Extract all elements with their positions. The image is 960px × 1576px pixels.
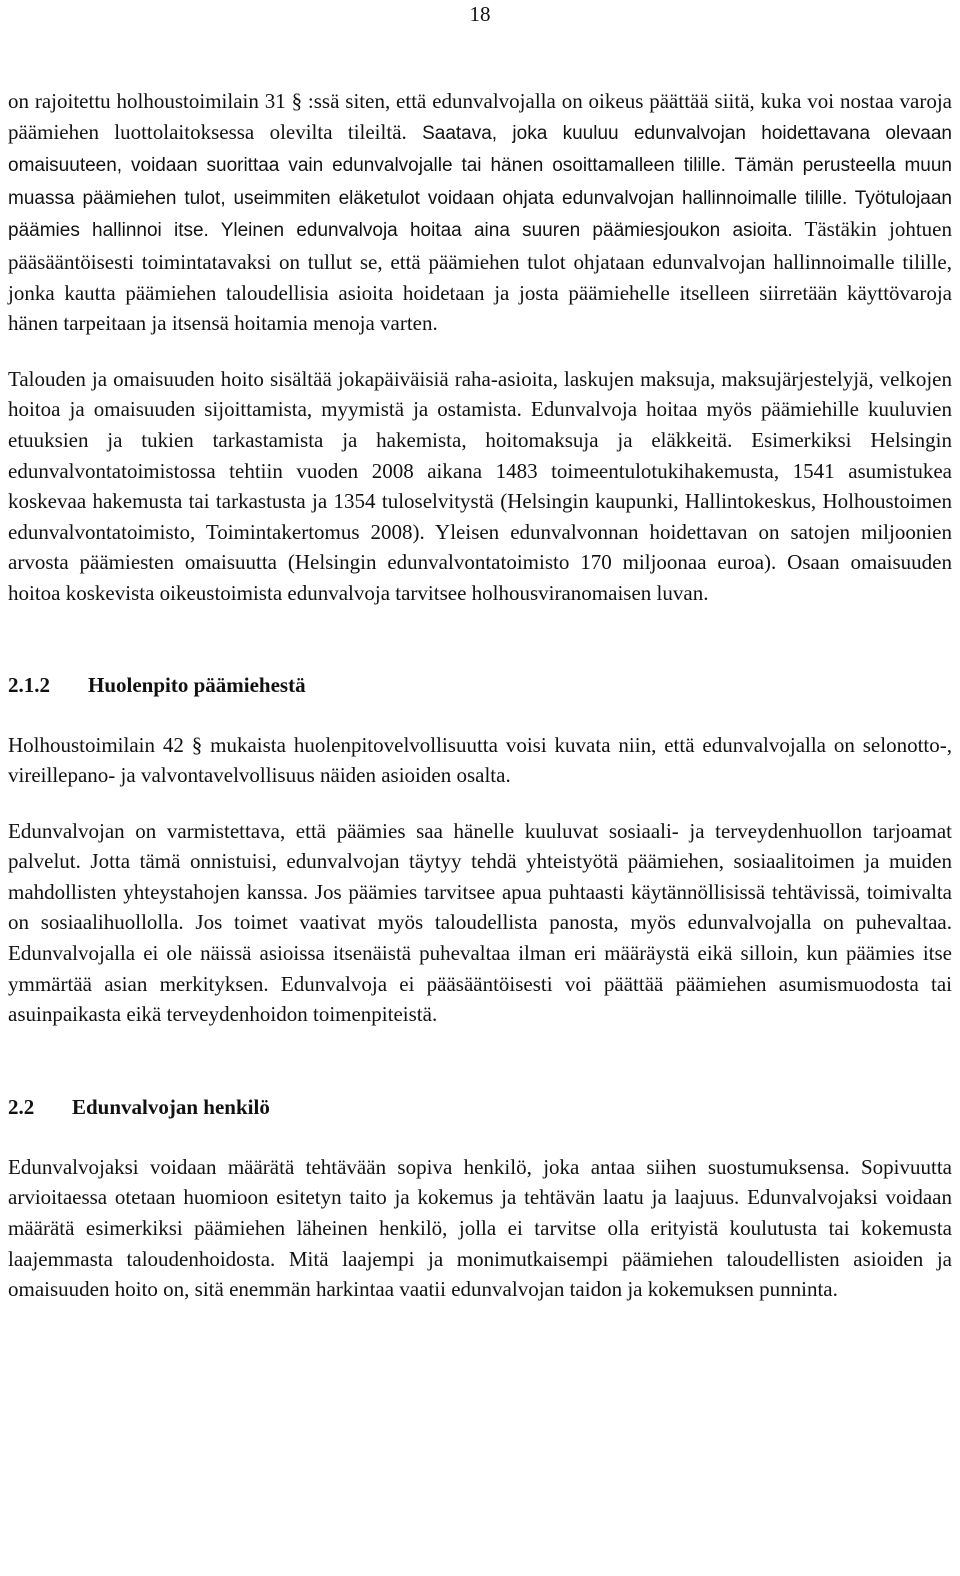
- document-body: [8, 86, 952, 1305]
- paragraph-care-duty: Holhoustoimilain 42 § mukaista huolenpitovelvollisuutta voisi kuvata niin, että edunvalvojalla on selonotto-, vireillepano- ja valvontavelvollisuus näiden asioiden osalta.: [8, 732, 952, 788]
- paragraph-text-serif: on rajoitettu holhoustoimilain 31 §: [8, 89, 308, 113]
- section-number: 2.1.2: [8, 672, 50, 697]
- paragraph-text-serif: Tästäkin johtuen pääsääntöisesti toimintatavaksi on tullut se, että päämiehen tulot ohjataan edunvalvojan hallinnoimalle tilille, jonka kautta päämiehen taloudellisia asioita hoidetaan ja josta päämiehelle itselleen siirretään käyttövaroja hänen tarpeitaan ja itsensä hoitamia menoja varten.: [8, 217, 952, 336]
- paragraph-text-serif: :ssä siten, että edunvalvojalla on oikeus päättää siitä, kuka voi nostaa varoja päämiehen luottolaitoksessa olevilta tileiltä.: [8, 89, 952, 144]
- section-number: 2.2: [8, 1094, 35, 1119]
- section-heading-2-2: [8, 1092, 952, 1122]
- page-number: 18: [469, 2, 491, 26]
- paragraph-financial-management: Talouden ja omaisuuden hoito sisältää jokapäiväisiä raha-asioita, laskujen maksuja, maksujärjestelyjä, velkojen hoitoa ja omaisuuden sijoittamista, myymistä ja ostamista. Edunvalvoja hoitaa myös päämiehille kuuluvien etuuksien ja tukien tarkastamista ja hakemista, hoitomaksuja ja eläkkeitä. Esimerkiksi Helsingin edunvalvontatoimistossa tehtiin vuoden 2008 aikana 1483 toimeentulotukihakemusta, 1541 asumistukea koskevaa hakemusta tai tarkastusta ja 1354 tuloselvitystä (Helsingin kaupunki, Hallintokeskus, Holhoustoimen edunvalvontatoimisto, Toimintakertomus 2008). Yleisen edunvalvonnan hoidettavan on satojen miljoonien arvosta päämiesten omaisuutta (Helsingin edunvalvontatoimisto 170 miljoonaa euroa). Osaan omaisuuden hoitoa koskevista oikeustoimista edunvalvoja tarvitsee holhousviranomaisen luvan.: [8, 366, 952, 605]
- paragraph-social-services: Edunvalvojan on varmistettava, että päämies saa hänelle kuuluvat sosiaali- ja terveydenhuollon tarjoamat palvelut. Jotta tämä onnistuisi, edunvalvojan täytyy tehdä yhteistyötä päämiehen, sosiaalitoimen ja muiden mahdollisten yhteystahojen kanssa. Jos päämies tarvitsee apua puhtaasti käytännöllisissä tehtävissä, toimivalta on sosiaalihuollolla. Jos toimet vaativat myös taloudellista panosta, myös edunvalvojalla on puhevaltaa. Edunvalvojalla ei ole näissä asioissa itsenäistä puhevaltaa ilman eri määräystä eikä silloin, kun päämies itse ymmärtää asian merkityksen. Edunvalvoja ei pääsääntöisesti voi päättää päämiehen asumismuodosta tai asuinpaikasta eikä terveydenhoidon toimenpiteistä.: [8, 818, 952, 1027]
- paragraph-guardianship-accounts: [8, 86, 952, 339]
- section-title: Edunvalvojan henkilö: [72, 1094, 270, 1119]
- section-title: Huolenpito päämiehestä: [88, 672, 306, 697]
- paragraph-text-sans: Saatava, joka kuuluu edunvalvojan hoidettavana olevaan omaisuuteen, voidaan suorittaa vain edunvalvojalle tai hänen osoittamalleen tilille. Tämän perusteella muun muassa päämiehen tulot, useimmiten eläketulot voidaan ohjata edunvalvojan hallinnoimalle tilille. Työtulojaan päämies hallinnoi itse. Yleinen edunvalvoja hoitaa aina suuren päämiesjoukon asioita.: [8, 122, 952, 242]
- paragraph-guardian-person: Edunvalvojaksi voidaan määrätä tehtävään sopiva henkilö, joka antaa siihen suostumuksensa. Sopivuutta arvioitaessa otetaan huomioon esitetyn taito ja kokemus ja tehtävän laatu ja laajuus. Edunvalvojaksi voidaan määrätä esimerkiksi päämiehen läheinen henkilö, jolla ei tarvitse olla erityistä koulutusta tai kokemusta laajemmasta taloudenhoidosta. Mitä laajempi ja monimutkaisempi päämiehen taloudellisten asioiden ja omaisuuden hoito on, sitä enemmän harkintaa vaatii edunvalvojan taidon ja kokemuksen punninta.: [8, 1154, 952, 1302]
- section-heading-2-1-2: [8, 670, 952, 700]
